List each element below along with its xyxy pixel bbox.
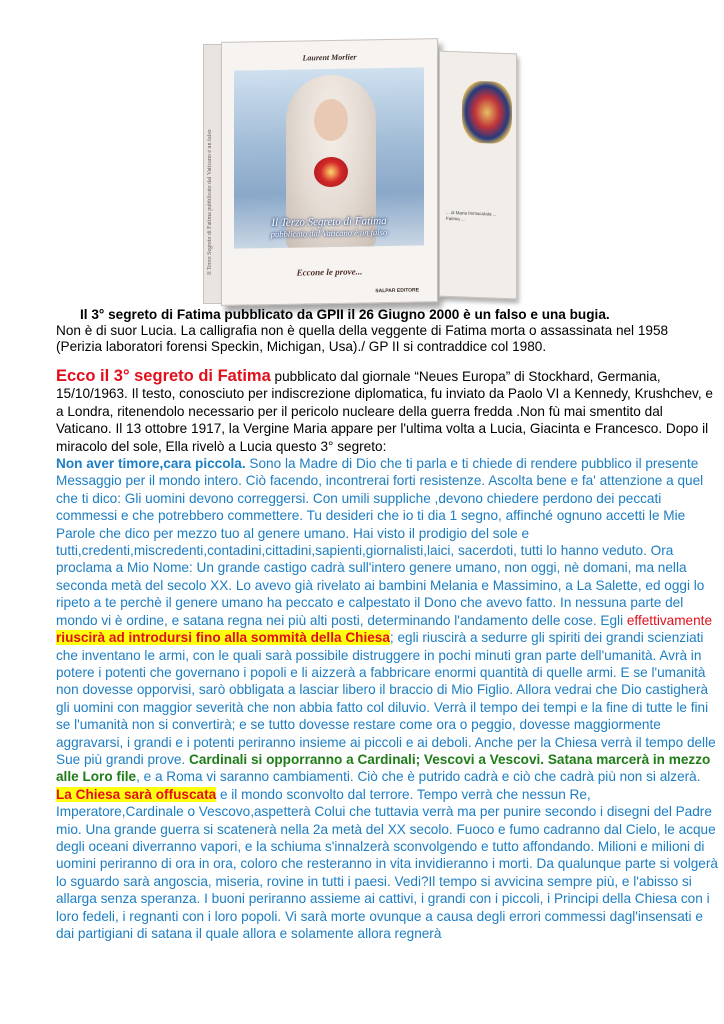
secret-opening: Non aver timore,cara piccola. [56,456,246,472]
book-back-text: ... di Maria Immacolata ... Fatima ... [446,209,497,222]
book-photo [203,38,518,308]
secret-para4: e il mondo sconvolto dal terrore. Tempo verrà che nessun Re, Imperatore,Cardinale o Vescovo,aspetterà Colui che tuttavia verrà ma per punire secondo i disegni del Padre mio. Una grande guerra si scatenerà nella 2a metà del XX secolo. Fuoco e fumo cadranno dal Cielo, le acque degli oceani diverranno vapori, e la schiuma s'innalzerà sconvolgendo e tutto affondando. Milioni e milioni di uomini periranno di ora in ora, coloro che resteranno in vita invidieranno i morti. Da qualunque parte si volgerà lo sguardo sarà angoscia, miseria, rovine in tutti i paesi. Vedi?Il tempo si avvicina sempre più, e l'abisso si allarga senza speranza. I buoni periranno assieme ai cattivi, i grandi con i piccoli, i Principi della Chiesa con i loro fedeli, i regnanti con i loro popoli. Vi sarà morte ovunque a causa degli errori commessi dagl'insensati e dai partigiani di satana il quale allora e solamente allora regnerà [56,786,718,941]
article-intro-text: pubblicato dal giornale “Neues Europa” di Stockhard, Germania, 15/10/1963. Il testo, conosciuto per indiscrezione diplomatica, fu inviato da Paolo VI a Kennedy, Krushchev, e a Londra, ritenendolo necessario per il pericolo nucleare della guerra fredda .Non fù mai smentito dal Vaticano. Il 13 ottobre 1917, la Vergine Maria appare per l'ultima volta a Lucia, Giacinta e Francesco. Dopo il miracolo del sole, Ella rivelò a Lucia questo 3° segreto: [56,369,713,454]
coat-of-arms-icon [462,80,512,144]
highlight-church-summit: riuscirà ad introdursi fino alla sommità della Chiesa [56,630,390,646]
article-intro [56,368,720,455]
book-front-cover [221,38,438,306]
book-publisher: SALPAR EDITORE [375,287,419,295]
book-title [234,214,424,239]
book-spine-text: Il Terzo Segreto di Fatima pubblicato dal Vaticano è un falso [207,129,213,275]
caption-body: Non è di suor Lucia. La calligrafia non è quella della veggente di Fatima morta o assassinata nel 1958 (Perizia laboratori forensi Speckin, Michigan, Usa)./ GP II si contraddice col 1980. [56,323,669,354]
emphasis-red: effettivamente [626,612,713,628]
emphasis-green-cardinals: Cardinali si opporranno a Cardinali; Vescovi a Vescovi. Satana marcerà in mezzo alle Loro file [56,751,711,785]
book-title-line2: pubblicato dal Vaticano è un falso [270,226,388,240]
book-title-line1: Il Terzo Segreto di Fatima [271,215,387,230]
book-tagline: Eccone le prove... [296,266,363,278]
caption-title: Il 3° segreto di Fatima pubblicato da GPII il 26 Giugno 2000 è un falso e una bugia. [80,307,610,322]
book-back-cover [439,51,517,300]
secret-text [56,455,720,942]
secret-para1: Sono la Madre di Dio che ti parla e ti chiede di rendere pubblico il presente Messaggio per il mondo intero. Ciò facendo, incontrerai forti resistenze. Ascolta bene e fa' attenzione a quel che ti dico: Gli uomini devono correggersi. Con umili suppliche ,devono chiedere perdono dei peccati commessi e che potrebbero commettere. Tu desideri che io ti dia 1 segno, affinché ognuno accetti le Mie Parole che dico per mezzo tuo al genere umano. Hai visto il prodigio del sole e tutti,credenti,miscredenti,contadini,cittadini,sapienti,giornalisti,laici, sacerdoti, tutti lo hanno veduto. Ora proclama a Mio Nome: Un grande castigo cadrà sull'intero genere umano, non oggi, nè domani, ma nella seconda metà del secolo XX. Lo avevo già rivelato ai bambini Melania e Massimino, a La Salette, ed oggi lo ripeto a te perchè il genere umano ha peccato e calpestato il Dono che avevo fatto. In nessuna parte del mondo vi è ordine, e satana regna nei più alti posti, determinando l'andamento delle cose. Egli [56,456,705,628]
highlight-church-obscured: La Chiesa sarà offuscata [56,786,217,802]
book-author: Laurent Morlier [302,52,357,63]
article [56,368,720,942]
secret-para2: ; egli riuscirà a sedurre gli spiriti dei grandi scienziati che inventano le armi, con le quali sarà possibile distruggere in pochi minuti gran parte dell'umanità. Avrà in potere i potenti che governano i popoli e li aizzerà a fabbricare enormi quantità di quelle armi. E se l'umanità non dovesse opporvisi, sarò obbligata a lasciar libero il braccio di Mio Figlio. Allora vedrai che Dio castigherà gli uomini con maggior severità che non abbia fatto col diluvio. Verrà il tempo dei tempi e la fine di tutte le fini se l'umanità non si convertirà; e se tutto dovesse restare come ora o peggio, dovesse maggiormente aggravarsi, i grandi e i potenti periranno insieme ai piccoli e ai deboli. Anche per la Chiesa verrà il tempo delle Sue più grandi prove. [56,630,716,767]
article-headline: Ecco il 3° segreto di Fatima [56,367,271,385]
secret-para3: , e a Roma vi saranno cambiamenti. Ciò che è putrido cadrà e ciò che cadrà più non si alzerà. [136,769,701,785]
